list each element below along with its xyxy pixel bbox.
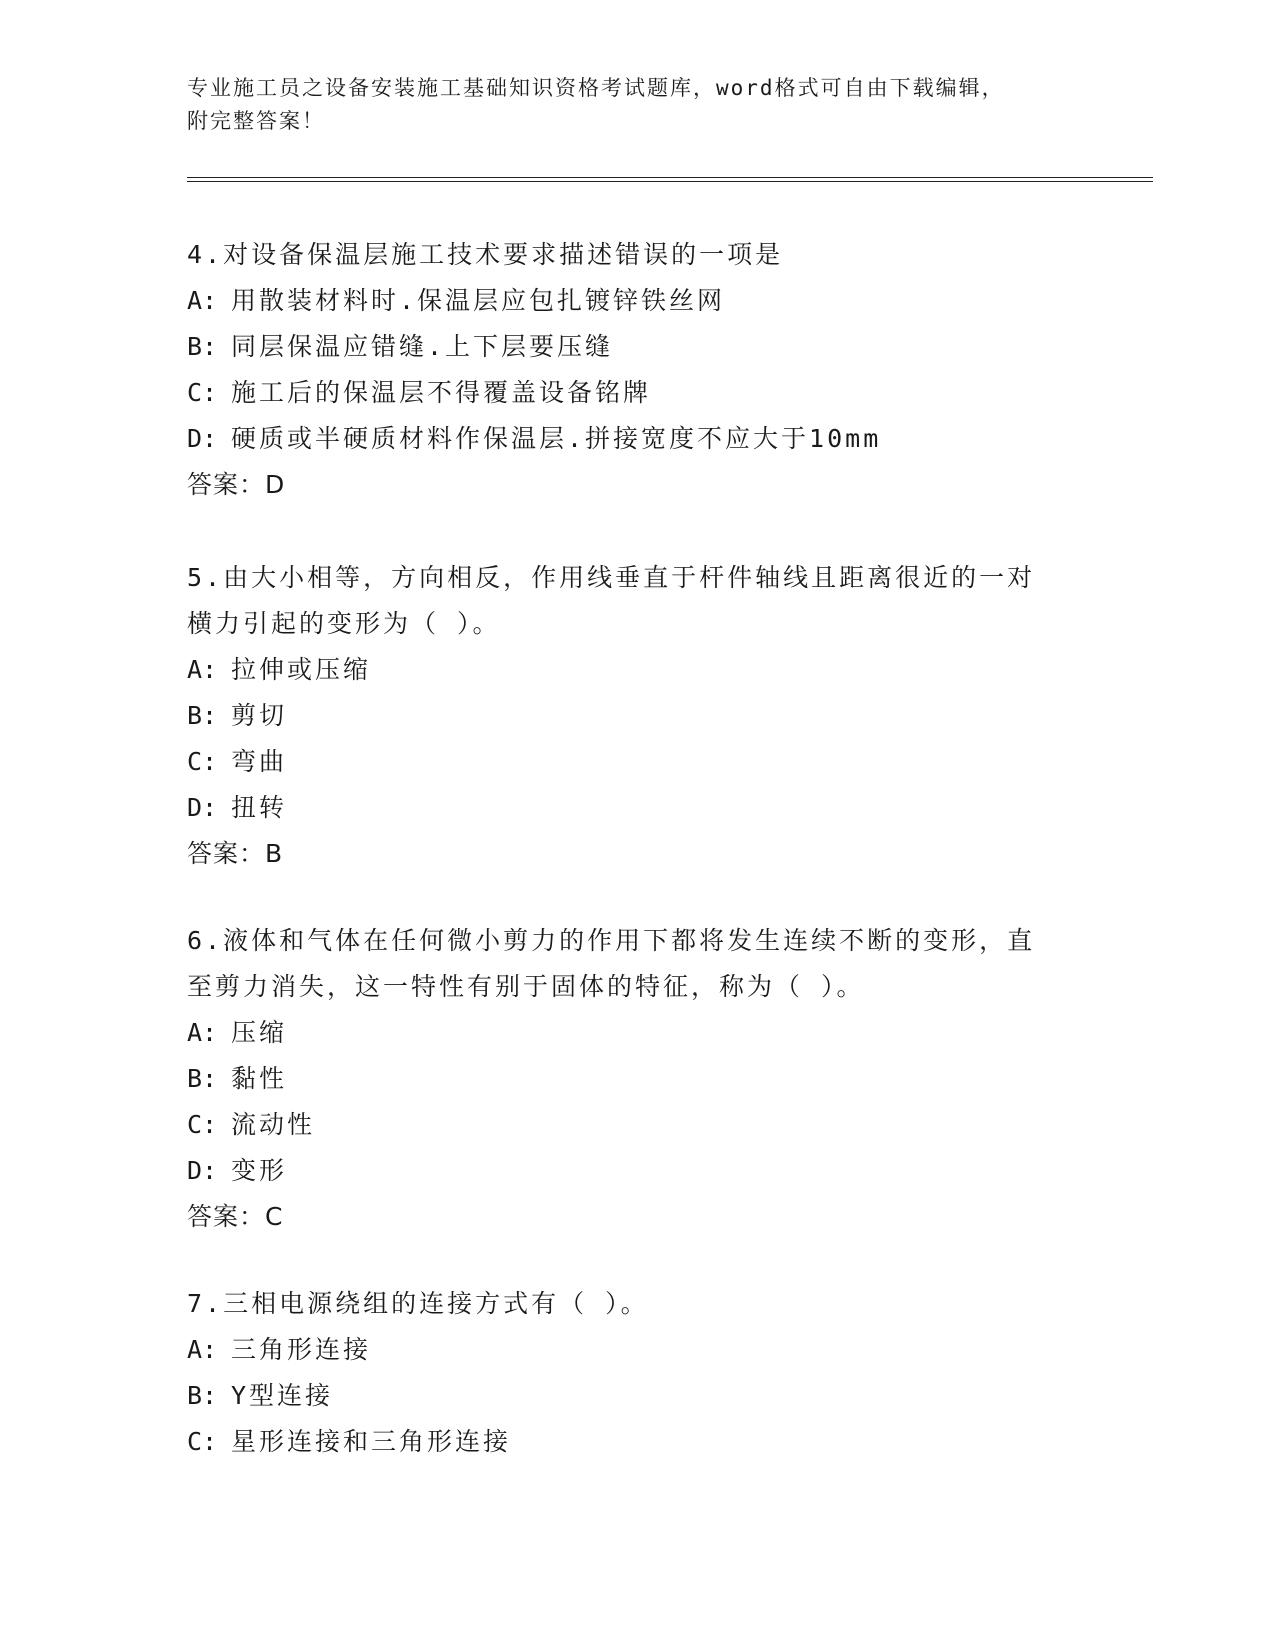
question-stem-line-2: 横力引起的变形为（ ）。: [187, 609, 501, 638]
option-text: 用散装材料时.保温层应包扎镀锌铁丝网: [231, 286, 726, 315]
option-b: [187, 324, 1087, 370]
option-a: [187, 1010, 1087, 1056]
option-a: [187, 647, 1087, 693]
option-b: [187, 693, 1087, 739]
option-text: 流动性: [231, 1110, 316, 1139]
option-text: 扭转: [231, 793, 288, 822]
option-text: 硬质或半硬质材料作保温层.拼接宽度不应大于10mm: [231, 424, 882, 453]
option-text: 拉伸或压缩: [231, 655, 372, 684]
option-text: 同层保温应错缝.上下层要压缝: [231, 332, 614, 361]
option-a: [187, 1327, 1087, 1373]
option-text: Y型连接: [231, 1381, 334, 1410]
option-letter: D:: [187, 793, 218, 822]
question-5: [187, 555, 1087, 877]
option-letter: C:: [187, 1427, 218, 1456]
question-stem-line-1: 5.由大小相等，方向相反，作用线垂直于杆件轴线且距离很近的一对: [187, 563, 1036, 592]
answer-line: 答案：D: [187, 470, 286, 499]
header-line-1: 专业施工员之设备安装施工基础知识资格考试题库，word格式可自由下载编辑，: [187, 76, 1005, 100]
option-letter: C:: [187, 747, 218, 776]
option-letter: A:: [187, 655, 218, 684]
option-letter: B:: [187, 1064, 218, 1093]
option-a: [187, 278, 1087, 324]
question-stem: 7.三相电源绕组的连接方式有（ ）。: [187, 1289, 649, 1318]
question-6: [187, 918, 1087, 1240]
question-4: [187, 232, 1087, 508]
option-text: 星形连接和三角形连接: [231, 1427, 512, 1456]
question-stem: 4.对设备保温层施工技术要求描述错误的一项是: [187, 240, 784, 269]
option-letter: C:: [187, 378, 218, 407]
option-text: 三角形连接: [231, 1335, 372, 1364]
option-d: [187, 1148, 1087, 1194]
option-d: [187, 785, 1087, 831]
option-letter: A:: [187, 286, 218, 315]
header-line-2: 附完整答案！: [187, 109, 325, 133]
question-stem-line-1: 6.液体和气体在任何微小剪力的作用下都将发生连续不断的变形，直: [187, 926, 1036, 955]
option-letter: D:: [187, 424, 218, 453]
question-stem-line-2: 至剪力消失，这一特性有别于固体的特征，称为（ ）。: [187, 972, 865, 1001]
document-header: [187, 72, 1067, 138]
option-letter: A:: [187, 1335, 218, 1364]
option-c: [187, 1419, 1087, 1465]
option-b: [187, 1373, 1087, 1419]
header-divider-top: [187, 177, 1153, 178]
option-b: [187, 1056, 1087, 1102]
option-text: 施工后的保温层不得覆盖设备铭牌: [231, 378, 652, 407]
answer-line: 答案：B: [187, 839, 284, 868]
option-d: [187, 416, 1087, 462]
option-letter: B:: [187, 701, 218, 730]
option-text: 剪切: [231, 701, 288, 730]
option-letter: B:: [187, 1381, 218, 1410]
option-letter: C:: [187, 1110, 218, 1139]
option-text: 弯曲: [231, 747, 288, 776]
option-c: [187, 1102, 1087, 1148]
option-text: 黏性: [231, 1064, 288, 1093]
header-divider-bottom: [187, 181, 1153, 182]
option-c: [187, 739, 1087, 785]
option-c: [187, 370, 1087, 416]
answer-line: 答案：C: [187, 1202, 284, 1231]
option-letter: A:: [187, 1018, 218, 1047]
option-letter: D:: [187, 1156, 218, 1185]
option-letter: B:: [187, 332, 218, 361]
option-text: 压缩: [231, 1018, 288, 1047]
question-7: [187, 1281, 1087, 1465]
option-text: 变形: [231, 1156, 288, 1185]
